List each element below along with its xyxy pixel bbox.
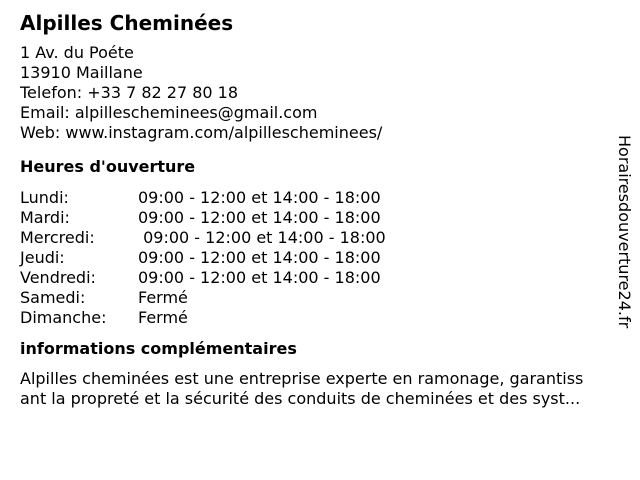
time-value: 09:00 - 12:00 et 14:00 - 18:00 <box>138 268 381 287</box>
time-value: Fermé <box>138 308 188 327</box>
day-label: Mercredi: <box>20 228 95 247</box>
site-watermark: Horairesdouverture24.fr <box>615 135 634 329</box>
day-label: Dimanche: <box>20 308 107 327</box>
time-value: 09:00 - 12:00 et 14:00 - 18:00 <box>138 208 381 227</box>
hours-row-thursday <box>20 248 620 268</box>
contact-block <box>20 43 620 143</box>
hours-row-wednesday <box>20 228 620 248</box>
email-line: Email: alpillescheminees@gmail.com <box>20 103 318 122</box>
time-value: 09:00 - 12:00 et 14:00 - 18:00 <box>138 188 381 207</box>
business-listing <box>20 8 620 409</box>
day-label: Jeudi: <box>20 248 65 267</box>
time-value: 09:00 - 12:00 et 14:00 - 18:00 <box>138 228 386 247</box>
hours-row-friday <box>20 268 620 288</box>
street-address: 1 Av. du Poéte <box>20 43 134 62</box>
hours-row-monday <box>20 188 620 208</box>
day-label: Samedi: <box>20 288 86 307</box>
web-line: Web: www.instagram.com/alpillescheminees/ <box>20 123 383 142</box>
city-address: 13910 Maillane <box>20 63 143 82</box>
day-label: Mardi: <box>20 208 70 227</box>
business-name: Alpilles Cheminées <box>20 11 234 35</box>
time-value: Fermé <box>138 288 188 307</box>
time-value: 09:00 - 12:00 et 14:00 - 18:00 <box>138 248 381 267</box>
hours-row-saturday <box>20 288 620 308</box>
hours-table <box>20 188 620 328</box>
description <box>20 369 626 409</box>
description-line-1: Alpilles cheminées est une entreprise experte en ramonage, garantiss <box>20 369 584 388</box>
phone-line: Telefon: +33 7 82 27 80 18 <box>20 83 239 102</box>
hours-heading: Heures d'ouverture <box>20 157 196 176</box>
hours-row-sunday <box>20 308 620 328</box>
day-label: Lundi: <box>20 188 69 207</box>
description-line-2: ant la propreté et la sécurité des conduits de cheminées et des syst... <box>20 389 581 408</box>
day-label: Vendredi: <box>20 268 96 287</box>
hours-row-tuesday <box>20 208 620 228</box>
info-heading: informations complémentaires <box>20 339 297 358</box>
